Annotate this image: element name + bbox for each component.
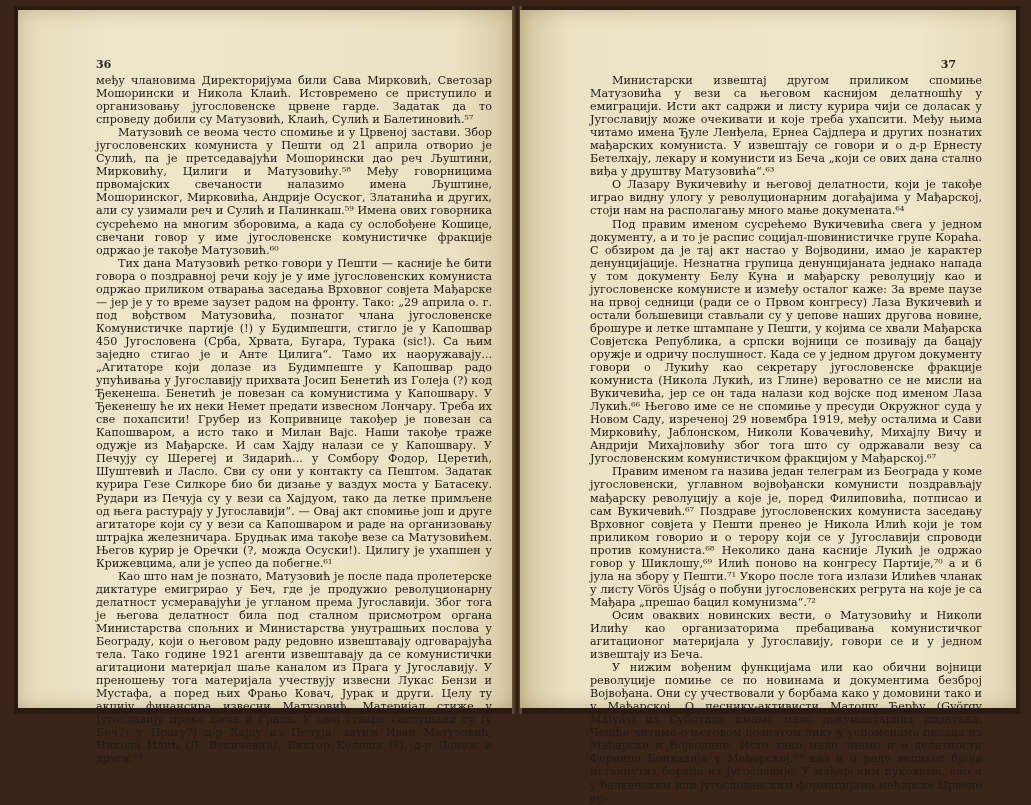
paragraph: Матузовић се веома често спомиње и у Црвеној застави. Збор југословенских комуниста у Пешти од 21 априла отворио је Сулић, па је претседавајући Мошорински дао реч Љуштини, Мирковићу, Цилиги и Матузовићу.⁵⁸ Међу говорницима првомајских свечаности налазимо имена Љуштине, Мошоринског, Мирковића, Андрије Осуског, Златанића и других, али су узимали реч и Сулић и Палинкаш.⁵⁹ Имена ових говорника сусрећемо на многим зборовима, а када су ослобођене Кошице, свечани говор у име југословенске комунистичке фракције одржао је такође Матузовић.⁶⁰: [96, 126, 492, 257]
paragraph: У нижим вођеним функцијама или као обични војници револуције помиње се по новинама и документима безброј Војвођана. Они су учествовали у борбама како у домовини тако и у Мађарској. О песнику-активисти Матошу Ђерђу (György Mátyás) из Суботице имамо мало документарних података: Чешће читамо о његовом познатом лику у успоменама писаца из Мађарске и Војводине. Исто тако мало знамо и о делатности Ференца Бонхадија у Мађарској,⁷³ као и о раду великог броја истакнутих бораца из Југославије. У мађарским пуковима, као и у балканским или југословенским формацијама мађарске Црвене ар-: [590, 661, 982, 805]
paragraph: Тих дана Матузовић ретко говори у Пешти — касније ће бити говора о поздравној речи коју је у име југословенских комуниста одржао приликом отварања заседања Врховног совјета Мађарске — јер је у то време заузет радом на фронту. Тако: „29 априла о. г. под вођством Матузовића, познатог члана југословенске Комунистичке партије (!) у Будимпешти, стигло је у Капошвар 450 Југословена (Срба, Хрвата, Бугара, Турака (sic!). Са њим заједно стигао је и Анте Цилига“. Тамо их наоружавају... „Агитаторе који долазе из Будимпеште у Капошвар радо упућивања у Југославију прихвата Јосип Бенетић из Голеја (?) код Ђекенеша. Бенетић је повезан са комунистима у Капошвару. У Ђекенешу ће их неки Немет предати извесном Лончару. Треба их све похапсити! Грубер из Копривнице такођер је повезан са Капошваром, а исто тако и Милан Вајс. Наши такође траже одужје из Мађарске. И сам Хајду налази се у Капошвару. У Печују су Шерегеј и Зидарић... у Сомбору Фодор, Церетић, Шуштевић и Ласло. Сви су они у контакту са Пештом. Задатак курира Гезе Силкоре био би дизање у ваздух моста у Батасеку. Рудари из Печуја су у вези са Хајдуом, тако да летке примљене од њега растурају у Југославији“. — Овај акт спомиње још и друге агитаторе који су у вези са Капошваром и раде на организовању штрајка железничара. Брудњак има такође везе са Матузовићем. Његов курир је Оречки (?, можда Осуски!). Цилигу је ухапшен у Крижевцима, али је успео да побегне.⁶¹: [96, 256, 492, 570]
book-spread: [14, 6, 1020, 805]
paragraph: Као што нам је познато, Матузовић је после пада пролетерске диктатуре емигрирао у Беч, где је продужио револуционарну делатност усмеравајући је угланом према Југославији. Због тога је његова делатност била под сталном присмотром органа Министарства спољних и Министарства унутрашњих послова у Београду, који о његовом раду редовно извештавају одговарајућа тела. Тако године 1921 агенти извештавају да се комунистички агитациони материјал шаље каналом из Прага у Југославију. У преношењу тога материјала учествују извесни Лукас Бензи и Мустафа, а поред њих Фрањо Ковач, Јурак и други. Целу ту акцију финансира извесни Матузовић. Материјал стиже у Југославију преко Беча и Граца. У овој ствари саслушани су (у Беч?) у Прагу?) д-р Хајду из Печуја, затим Иван Матузовић, Никола Илић (Л. Вукичевић), Виктор Келеша (?), д-р Ленеж и други.⁶²: [96, 569, 492, 766]
page-number: 37: [940, 58, 956, 71]
paragraph: Министарски извештај другом приликом спомиње Матузовића у вези са његовом каснијом делатношћу у емиграцији. Исти акт садржи и листу курира чији се доласак у Југославију може очекивати и које треба ухапсити. Међу њима читамо имена Ђуле Ленђела, Ернеа Сајдлера и других познатих мађарских комуниста. У извештају се говори и о д-р Ернесту Бетелхају, лекару и комунисти из Беча „који се овиx дана стално виђа у друштву Матузовића“.⁶³: [590, 74, 982, 179]
left-page: [18, 10, 514, 766]
paragraph: Осим оваквих новинских вести, о Матузовићу и Николи Илићу као организаторима пребацивања комунистичког агитационог материјала у Југославију, говори се и у једном извештају из Беча.: [590, 608, 982, 662]
paragraph: међу члановима Директоријума били Сава Мирковић, Светозар Мошорински и Никола Клаић. Истовремено се приступило и организовању југословенске црвене гарде. Задатак да то спроведу добили су Матузовић, Клаић, Сулић и Балетиновић.⁵⁷: [96, 74, 492, 127]
page-number: 36: [96, 58, 112, 71]
page-body: [590, 74, 982, 805]
right-page: [520, 10, 1016, 805]
paragraph: Правим именом га назива један телеграм из Београда у коме југословенски, углавном војвођански комунисти поздрављају мађарску револуцију а које је, поред Филиповића, потписао и сам Вукичевић.⁶⁷ Поздраве југословенских комуниста заседању Врховног совјета у Пешти пренео је Никола Илић који је том приликом говорио и о терору који се у Југославији спроводи против комуниста.⁶⁸ Неколико дана касније Лукић је одржао говор у Шиклошу,⁶⁹ Илић поново на конгресу Партије,⁷⁰ а и 6 јула на збору у Пешти.⁷¹ Укоро после тога излази Илићев чланак у листу Vörös Újság о побуни југословенских регрута на које је са Мађара „прешао бацил комунизма“.⁷²: [590, 465, 982, 609]
paragraph: О Лазару Вукичевићу и његовој делатности, који је такође играо видну улогу у револуционарним догађајима у Мађарској, стоји нам на располагању много мање докумената.⁶⁴: [590, 178, 982, 218]
page-body: [96, 74, 492, 765]
paragraph: Под правим именом сусрећемо Вукичевића свега у једном документу, а и то је распис социјал-шовинистичке групе Кораћа. С обзиром да је тај акт настао у Војводини, имао је карактер денунцијације. Незнатна групица денунцијаната једнако напада у том документу Белу Куна и мађарску револуцију као и југословенске комунисте и између осталог каже: За време паузе на првој седници (ради се о Првом конгресу) Лаза Вукичевић и остали бољшевици стављали су у џепове наших другова новине, брошуре и летке штампане у Пешти, у којима се хвали Мађарска Совјетска Република, а српски војници се позивају да бацају оружје и одричу послушност. Када се у једном другом документу говори о Лукићу као секретару југословенске фракције комуниста (Никола Лукић, из Глине) вероватно се не мисли на Вукичевића, јер се он тада налази код војске под именом Лаза Лукић.⁶⁶ Његово име се не спомиње у пресуди Окружног суда у Новом Саду, изреченој 29 новембра 1919, међу осталима и Сави Мирковићу, Јаблонском, Николи Ковачевићу, Михајлу Вичу и Андрији Михајловићу због тога што су одржавали везу са Југословенским комунистичком фракцијом у Мађарској.⁶⁷: [590, 217, 982, 466]
